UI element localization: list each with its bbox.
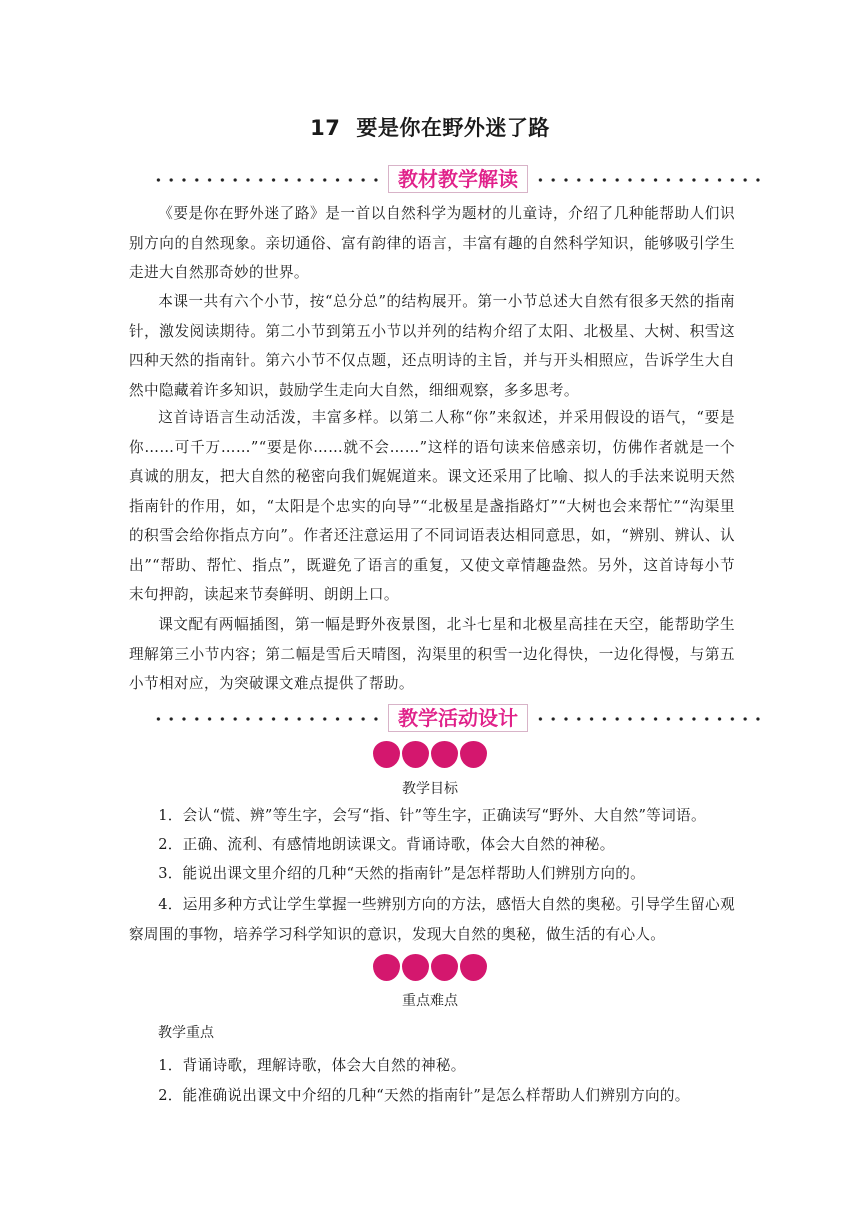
badge-dot-icon bbox=[373, 741, 400, 768]
paragraph: 课文配有两幅插图，第一幅是野外夜景图，北斗七星和北极星高挂在天空，能帮助学生理解第三小节内容；第二幅是雪后天晴图，沟渠里的积雪一边化得快，一边化得慢，与第五小节相对应，为突破课文难点提供了帮助。 bbox=[129, 616, 735, 692]
key-heading: 重点难点 bbox=[402, 993, 458, 1009]
lesson-title bbox=[0, 112, 860, 142]
badge-dot-icon bbox=[402, 741, 429, 768]
list-item: 2．能准确说出课文中介绍的几种“天然的指南针”是怎么样帮助人们辨别方向的。 bbox=[158, 1087, 690, 1104]
lesson-number: 17 bbox=[310, 116, 341, 140]
list-item: 4．运用多种方式让学生掌握一些辨别方向的方法，感悟大自然的奥秘。引导学生留心观察周围的事物，培养学习科学知识的意识，发现大自然的奥秘，做生活的有心人。 bbox=[129, 896, 735, 943]
list-item: 2．正确、流利、有感情地朗读课文。背诵诗歌，体会大自然的神秘。 bbox=[158, 836, 615, 853]
list-item: 3．能说出课文里介绍的几种“天然的指南针”是怎样帮助人们辨别方向的。 bbox=[158, 865, 646, 882]
key-subheading: 教学重点 bbox=[158, 1025, 214, 1041]
badge-dot-icon bbox=[460, 954, 487, 981]
lesson-title-text: 要是你在野外迷了路 bbox=[356, 116, 550, 140]
badge-dot-icon bbox=[402, 954, 429, 981]
badge-dot-icon bbox=[431, 741, 458, 768]
paragraph: 这首诗语言生动活泼，丰富多样。以第二人称“你”来叙述，并采用假设的语气，“要是你……可千万……”“要是你……就不会……”这样的语句读来倍感亲切，仿佛作者就是一个真诚的朋友，把大自然的秘密向我们娓娓道来。课文还采用了比喻、拟人的手法来说明天然指南针的作用，如，“太阳是个忠实的向导”“北极星是盏指路灯”“大树也会来帮忙”“沟渠里的积雪会给你指点方向”。作者还注意运用了不同词语表达相同意思，如，“辨别、辨认、认出”“帮助、帮忙、指点”，既避免了语言的重复，又使文章情趣盎然。另外，这首诗每小节末句押韵，读起来节奏鲜明、朗朗上口。 bbox=[129, 409, 735, 603]
section-divider-reading bbox=[152, 165, 766, 195]
dotted-rule-right bbox=[534, 717, 766, 721]
paragraph: 本课一共有六个小节，按“总分总”的结构展开。第一小节总述大自然有很多天然的指南针，激发阅读期待。第二小节到第五小节以并列的结构介绍了太阳、北极星、大树、积雪这四种天然的指南针。第六小节不仅点题，还点明诗的主旨，并与开头相照应，告诉学生大自然中隐藏着许多知识，鼓励学生走向大自然，细细观察，多多思考。 bbox=[129, 293, 735, 399]
badge-dot-icon bbox=[373, 954, 400, 981]
section-label-reading: 教材教学解读 bbox=[388, 165, 528, 193]
decorative-badge bbox=[0, 741, 860, 769]
section-label-activity: 教学活动设计 bbox=[388, 704, 528, 732]
decorative-badge bbox=[0, 954, 860, 982]
dotted-rule-right bbox=[534, 178, 766, 182]
goals-heading: 教学目标 bbox=[402, 781, 458, 797]
dotted-rule-left bbox=[152, 178, 384, 182]
paragraph: 《要是你在野外迷了路》是一首以自然科学为题材的儿童诗，介绍了几种能帮助人们识别方向的自然现象。亲切通俗、富有韵律的语言，丰富有趣的自然科学知识，能够吸引学生走进大自然那奇妙的世界。 bbox=[129, 205, 735, 281]
list-item: 1．背诵诗歌，理解诗歌，体会大自然的神秘。 bbox=[158, 1057, 466, 1074]
list-item: 1．会认“慌、辨”等生字，会写“指、针”等生字，正确读写“野外、大自然”等词语。 bbox=[158, 807, 706, 824]
badge-dot-icon bbox=[431, 954, 458, 981]
section-divider-activity bbox=[152, 704, 766, 734]
badge-dot-icon bbox=[460, 741, 487, 768]
dotted-rule-left bbox=[152, 717, 384, 721]
